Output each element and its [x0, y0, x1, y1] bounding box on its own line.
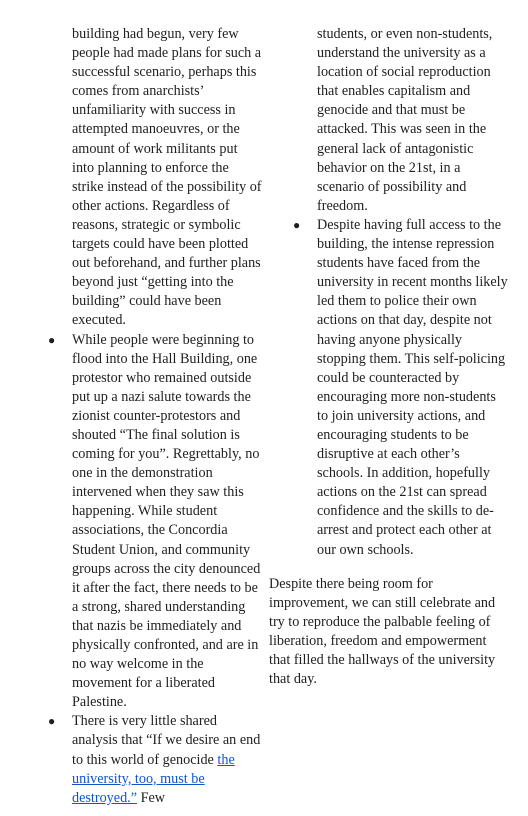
list-item-text: There is very little shared analysis that “If we desire an end to this world of genocide	[72, 713, 261, 768]
bullet-icon: ●	[293, 217, 301, 232]
list-item-text: While people were beginning to flood into the Hall Building, one protestor who remained outside put up a nazi salute towards the zionist counter-protestors and shouted “The final solution is coming for you”. Regrettably, no one in the demonstration intervened when they saw this happening. While student associations, the Concordia Student Union, and community groups across the city denounced it after the fact, there needs to be a strong, shared understanding that nazis be immediately and physically confronted, and are in no way welcome in the movement for a liberated Palestine.	[72, 331, 261, 711]
right-column	[269, 25, 509, 689]
list-item-text-tail: Few	[137, 789, 165, 806]
bullet-icon: ●	[48, 332, 56, 347]
list-item	[48, 331, 262, 713]
list-item	[293, 216, 509, 560]
list-item-text: Despite having full access to the building, the intense repression students have faced from the university in recent months likely led them to police their own actions on that day, despite not having anyone physically stopping them. This self-policing could be counteracted by encouraging more non-students to join university actions, and encouraging students to be disruptive at each other’s schools. In addition, hopefully actions on the 21st can spread confidence and the skills to de-arrest and protect each other at our own schools.	[317, 216, 508, 558]
bullet-icon: ●	[48, 714, 56, 729]
list-item	[48, 712, 262, 807]
continued-list-item-text: students, or even non-students, understand the university as a location of social reproduction that enables capitalism and genocide and that must be attacked. This was seen in the general lack of antagonistic behavior on the 21st, in a scenario of possibility and freedom.	[317, 26, 493, 214]
closing-paragraph: Despite there being room for improvement, we can still celebrate and try to reproduce the palbable feeling of liberation, freedom and empowerment that filled the hallways of the university that day.	[269, 575, 496, 688]
quote-link[interactable]: the university, too, must be destroyed.”	[72, 751, 235, 806]
bullet-list	[293, 25, 509, 560]
left-column	[48, 25, 262, 808]
continued-paragraph: building had begun, very few people had made plans for such a successful scenario, perhaps this comes from anarchists’ unfamiliarity with success in attempted manoeuvres, or the amount of work militants put into planning to enforce the strike instead of the possibility of other actions. Regardless of reasons, strategic or symbolic targets could have been plotted out beforehand, and further plans beyond just “getting into the building” could have been executed.	[72, 26, 262, 329]
